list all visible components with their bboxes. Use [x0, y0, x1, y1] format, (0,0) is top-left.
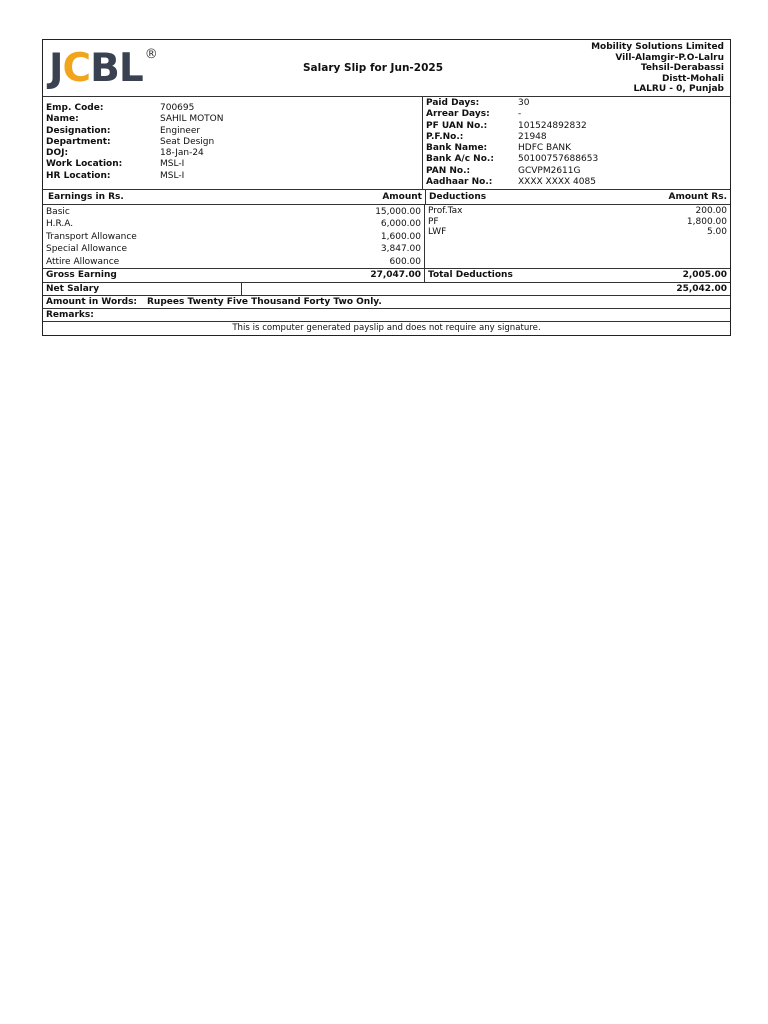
- info-label: Department:: [46, 136, 111, 147]
- info-row: [426, 143, 730, 154]
- earning-amount: 6,000.00: [380, 219, 421, 230]
- earning-name: Transport Allowance: [46, 231, 137, 242]
- earning-row: [46, 256, 421, 268]
- info-label: Designation:: [46, 125, 111, 136]
- address-line: Tehsil-Derabassi: [640, 63, 724, 73]
- info-label: Aadhaar No.:: [426, 177, 493, 188]
- info-row: [46, 126, 422, 137]
- footer-note: This is computer generated payslip and does not require any signature.: [232, 323, 541, 333]
- info-row: [46, 103, 422, 114]
- info-value: 18-Jan-24: [160, 148, 204, 159]
- deduction-row: [428, 217, 727, 228]
- address-line: Distt-Mohali: [661, 73, 724, 84]
- info-row: [426, 166, 730, 177]
- info-value: 50100757688653: [518, 154, 599, 165]
- info-value: XXXX XXXX 4085: [518, 177, 596, 188]
- address-line: Vill-Alamgir-P.O-Lalru: [615, 52, 724, 63]
- earning-row: [46, 206, 421, 218]
- earnings-deductions-header: [43, 190, 730, 205]
- deduction-name: PF: [428, 216, 439, 227]
- net-salary-row: [43, 283, 730, 296]
- logo-letter-j: J: [49, 46, 63, 91]
- info-value: GCVPM2611G: [518, 165, 581, 176]
- earning-amount: 15,000.00: [375, 207, 421, 217]
- total-deductions-label: Total Deductions: [428, 270, 513, 280]
- deduction-name: LWF: [428, 227, 447, 238]
- remarks-label: Remarks:: [46, 310, 94, 320]
- earning-name: H.R.A.: [46, 219, 74, 230]
- deduction-row: [428, 227, 727, 238]
- earnings-list: [43, 205, 425, 268]
- earning-name: Basic: [46, 207, 70, 217]
- info-label: Bank A/c No.:: [426, 154, 494, 165]
- earnings-header: [43, 190, 426, 204]
- registered-mark: ®: [144, 47, 158, 62]
- info-row: [46, 137, 422, 148]
- deductions-heading: Deductions: [429, 192, 487, 202]
- earning-amount: 600.00: [389, 256, 421, 267]
- info-row: [46, 171, 422, 182]
- info-value: 30: [518, 98, 530, 108]
- company-name: Mobility Solutions Limited: [591, 42, 724, 52]
- info-value: 101524892832: [518, 120, 587, 131]
- info-row: [426, 109, 730, 120]
- slip-title: Salary Slip for Jun-2025: [303, 62, 443, 74]
- earning-amount: 1,600.00: [380, 231, 421, 242]
- info-value: MSL-I: [160, 170, 185, 181]
- info-value: Seat Design: [160, 136, 215, 147]
- gross-earning-value: 27,047.00: [370, 270, 421, 280]
- gross-earning: [43, 269, 425, 282]
- company-logo: [49, 46, 158, 91]
- line-items: [43, 205, 730, 269]
- earning-name: Attire Allowance: [46, 256, 120, 267]
- info-row: [426, 121, 730, 132]
- deduction-name: Prof.Tax: [428, 206, 463, 216]
- info-label: Emp. Code:: [46, 103, 104, 113]
- info-value: Engineer: [160, 125, 201, 136]
- total-deductions: [425, 269, 730, 282]
- employee-info-section: [43, 97, 730, 190]
- info-label: Arrear Days:: [426, 109, 490, 120]
- info-value: -: [518, 109, 522, 120]
- info-value: SAHIL MOTON: [160, 114, 224, 125]
- info-value: MSL-I: [160, 159, 185, 170]
- earnings-heading: Earnings in Rs.: [48, 192, 124, 202]
- deduction-amount: 200.00: [695, 206, 727, 216]
- net-salary-value: 25,042.00: [676, 284, 727, 294]
- company-address: [591, 42, 724, 95]
- earning-amount: 3,847.00: [380, 244, 421, 255]
- info-row: [426, 98, 730, 109]
- total-deductions-value: 2,005.00: [682, 270, 727, 280]
- address-line: LALRU - 0, Punjab: [633, 84, 724, 94]
- remarks-row: [43, 309, 730, 322]
- deduction-row: [428, 206, 727, 217]
- info-row: [46, 114, 422, 125]
- info-row: [426, 177, 730, 188]
- logo-letter-b: B: [90, 46, 119, 91]
- employee-details: [43, 97, 423, 189]
- logo-letter-c: C: [62, 46, 91, 91]
- deductions-list: [425, 205, 730, 268]
- gross-earning-label: Gross Earning: [46, 270, 117, 280]
- amount-in-words-label: Amount in Words:: [46, 297, 138, 307]
- earning-row: [46, 243, 421, 255]
- slip-header: [43, 40, 730, 97]
- info-label: PAN No.:: [426, 165, 471, 176]
- info-row: [46, 148, 422, 159]
- info-label: Paid Days:: [426, 98, 480, 108]
- info-row: [426, 154, 730, 165]
- info-row: [46, 159, 422, 170]
- info-label: HR Location:: [46, 170, 111, 181]
- earning-row: [46, 218, 421, 230]
- earning-name: Special Allowance: [46, 244, 128, 255]
- deductions-header: [426, 190, 730, 204]
- deduction-amount: 1,800.00: [686, 216, 727, 227]
- info-row: [426, 132, 730, 143]
- deduction-amount: 5.00: [706, 227, 727, 238]
- amount-in-words-row: [43, 296, 730, 309]
- info-value: 21948: [518, 131, 547, 142]
- info-label: Work Location:: [46, 159, 123, 170]
- earnings-amount-heading: Amount: [382, 192, 422, 202]
- info-value: HDFC BANK: [518, 143, 571, 154]
- info-label: Name:: [46, 114, 79, 125]
- account-details: [423, 97, 730, 189]
- info-label: DOJ:: [46, 148, 69, 159]
- info-label: PF UAN No.:: [426, 120, 488, 131]
- info-value: 700695: [160, 103, 195, 113]
- info-label: Bank Name:: [426, 143, 488, 154]
- deductions-amount-heading: Amount Rs.: [668, 192, 727, 202]
- logo-letter-l: L: [118, 46, 143, 91]
- totals-row: [43, 269, 730, 283]
- info-label: P.F.No.:: [426, 131, 464, 142]
- earning-row: [46, 231, 421, 243]
- salary-slip: [42, 39, 731, 336]
- net-salary-label: Net Salary: [43, 283, 242, 295]
- amount-in-words-value: Rupees Twenty Five Thousand Forty Two Only.: [147, 297, 382, 307]
